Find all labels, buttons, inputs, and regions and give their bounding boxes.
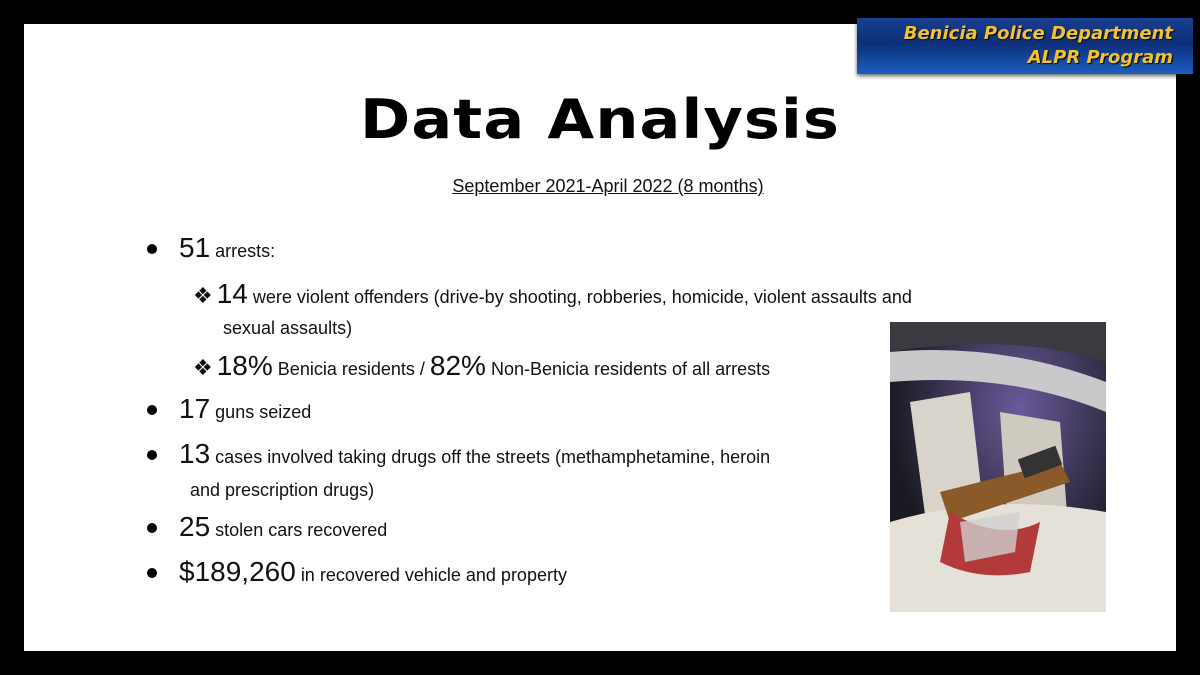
badge-line-2: ALPR Program	[1027, 47, 1173, 68]
drugs-value: 13	[179, 438, 211, 469]
drugs-text-1: cases involved taking drugs off the streets (methamphetamine, heroin	[215, 447, 771, 467]
cars-item	[179, 511, 387, 543]
residents-value-a: 18%	[216, 350, 273, 381]
guns-text: guns seized	[215, 402, 312, 422]
bullet-dot	[147, 244, 157, 254]
department-badge	[857, 18, 1193, 74]
arrests-value: 51	[179, 232, 211, 263]
slide-title: Data Analysis	[360, 88, 840, 151]
slide-subtitle: September 2021-April 2022 (8 months)	[452, 176, 764, 196]
recovered-value: $189,260	[179, 556, 296, 587]
arrests-item	[179, 232, 275, 264]
diamond-bullet-icon: ❖	[193, 283, 213, 308]
violent-value: 14	[216, 278, 248, 309]
cars-value: 25	[179, 511, 211, 542]
residents-value-b: 82%	[429, 350, 486, 381]
car-interior-photo	[890, 322, 1106, 612]
recovered-text: in recovered vehicle and property	[300, 565, 567, 585]
bullet-dot	[147, 523, 157, 533]
guns-item	[179, 393, 311, 425]
violent-item	[193, 278, 912, 310]
drugs-item	[179, 438, 770, 470]
drugs-text-2: and prescription drugs)	[190, 480, 375, 500]
recovered-item	[179, 556, 567, 588]
badge-line-1: Benicia Police Department	[903, 23, 1173, 44]
car-interior-icon	[890, 322, 1106, 612]
diamond-bullet-icon: ❖	[193, 355, 213, 380]
arrests-text: arrests:	[215, 241, 276, 261]
cars-text: stolen cars recovered	[215, 520, 388, 540]
bullet-dot	[147, 450, 157, 460]
residents-text-a: Benicia residents /	[277, 359, 425, 379]
bullet-dot	[147, 405, 157, 415]
residents-text-b: Non-Benicia residents of all arrests	[490, 359, 771, 379]
guns-value: 17	[179, 393, 211, 424]
bullet-dot	[147, 568, 157, 578]
violent-text-1: were violent offenders (drive-by shooting, robberies, homicide, violent assaults and	[252, 287, 912, 307]
residents-item	[193, 350, 770, 382]
violent-text-2: sexual assaults)	[223, 318, 353, 338]
